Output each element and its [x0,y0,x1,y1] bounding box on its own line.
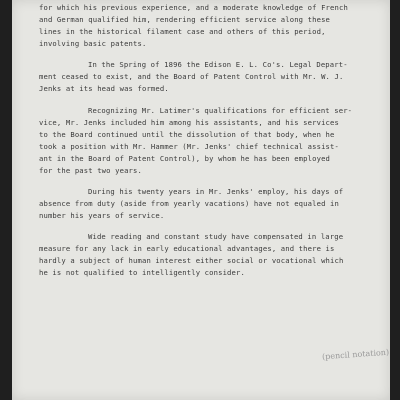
text-line: to the Board continued until the dissolution of that body, when he [39,130,335,139]
text-line: Recognizing Mr. Latimer's qualifications for efficient ser- [88,106,353,115]
text-line: hardly a subject of human interest either social or vocational which [39,256,344,265]
text-line: measure for any lack in early educational advantages, and there is [39,244,335,253]
scan-border-left [0,0,12,400]
scan-border-right [390,0,400,400]
text-line: involving basic patents. [39,39,147,48]
text-line: During his twenty years in Mr. Jenks' employ, his days of [88,187,344,196]
text-line: lines in the historical filament case and others of this period, [39,27,326,36]
text-line: for which his previous experience, and a moderate knowledge of French [39,3,348,12]
text-line: Jenks at its head was formed. [39,84,169,93]
text-line: he is not qualified to intelligently consider. [39,268,245,277]
text-line: and German qualified him, rendering efficient service along these [39,15,331,24]
pencil-annotation: (pencil notation) [321,347,390,362]
text-line: for the past two years. [39,166,142,175]
text-line: absence from duty (aside from yearly vacations) have not equaled in [39,199,339,208]
text-line: vice, Mr. Jenks included him among his assistants, and his services [39,118,339,127]
text-line: ant in the Board of Patent Control), by whom he has been employed [39,154,331,163]
document-page [12,0,390,400]
text-line: Wide reading and constant study have compensated in large [88,232,344,241]
text-line: ment ceased to exist, and the Board of Patent Control with Mr. W. J. [39,72,344,81]
text-line: number his years of service. [39,211,165,220]
text-line: In the Spring of 1896 the Edison E. L. Co's. Legal Depart- [88,60,348,69]
text-line: took a position with Mr. Hammer (Mr. Jenks' chief technical assist- [39,142,339,151]
